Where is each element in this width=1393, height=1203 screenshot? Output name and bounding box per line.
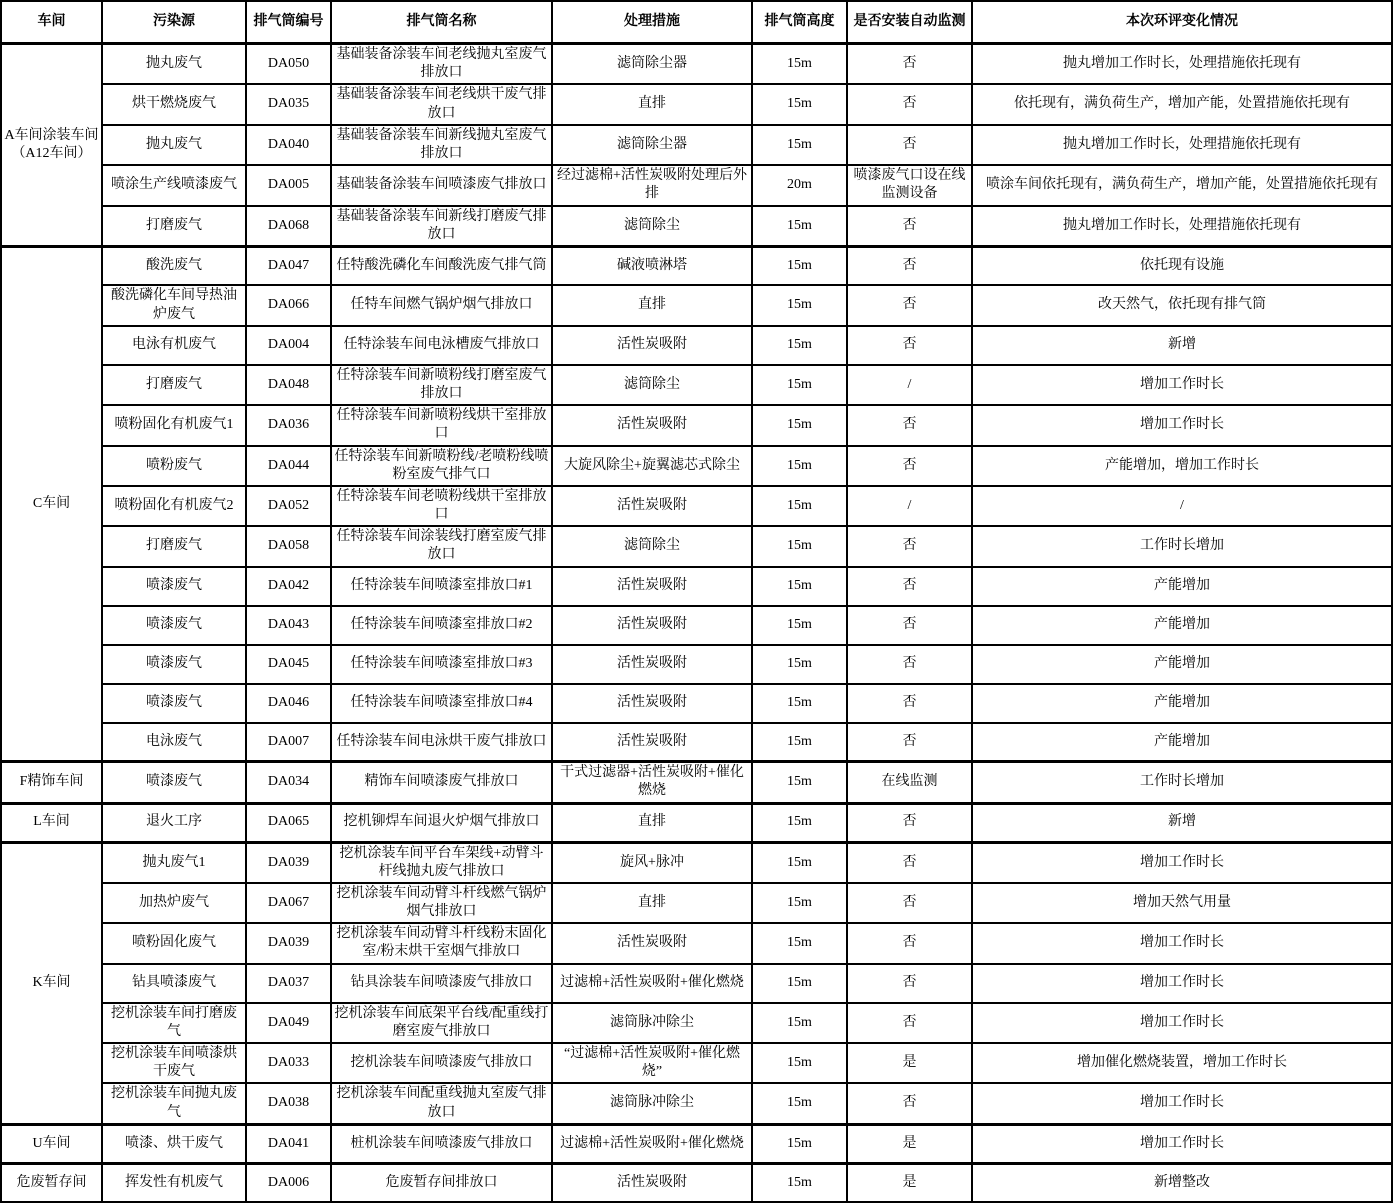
eia-change-cell: / xyxy=(972,486,1392,526)
pollution-source-cell: 挖机涂装车间打磨废气 xyxy=(102,1003,246,1043)
stack-name-cell: 挖机涂装车间底架平台线/配重线打磨室废气排放口 xyxy=(331,1003,552,1043)
stack-name-cell: 挖机涂装车间平台车架线+动臂斗杆线抛丸废气排放口 xyxy=(331,842,552,883)
pollution-source-cell: 挖机涂装车间抛丸废气 xyxy=(102,1083,246,1124)
stack-height-cell: 15m xyxy=(752,803,847,842)
treatment-cell: 直排 xyxy=(552,84,752,124)
stack-height-cell: 15m xyxy=(752,1083,847,1124)
table-row xyxy=(1,645,1392,684)
treatment-cell: 滤筒除尘器 xyxy=(552,125,752,165)
stack-id-cell: DA033 xyxy=(246,1043,331,1083)
stack-name-cell: 钻具涂装车间喷漆废气排放口 xyxy=(331,964,552,1003)
treatment-cell: 碱液喷淋塔 xyxy=(552,246,752,285)
stack-height-cell: 15m xyxy=(752,762,847,803)
table-row xyxy=(1,365,1392,405)
stack-name-cell: 精饰车间喷漆废气排放口 xyxy=(331,762,552,803)
col-source: 污染源 xyxy=(102,1,246,44)
eia-change-cell: 工作时长增加 xyxy=(972,526,1392,566)
treatment-cell: 活性炭吸附 xyxy=(552,405,752,445)
eia-change-cell: 增加工作时长 xyxy=(972,1003,1392,1043)
eia-change-cell: 产能增加 xyxy=(972,606,1392,645)
table-row xyxy=(1,285,1392,325)
monitoring-cell: / xyxy=(847,486,972,526)
eia-change-cell: 产能增加，增加工作时长 xyxy=(972,446,1392,486)
stack-name-cell: 任特涂装车间新喷粉线打磨室废气排放口 xyxy=(331,365,552,405)
stack-name-cell: 任特涂装车间喷漆室排放口#3 xyxy=(331,645,552,684)
stack-height-cell: 15m xyxy=(752,526,847,566)
treatment-cell: 直排 xyxy=(552,803,752,842)
treatment-cell: 滤筒除尘 xyxy=(552,206,752,247)
stack-height-cell: 15m xyxy=(752,723,847,762)
stack-id-cell: DA037 xyxy=(246,964,331,1003)
eia-change-cell: 喷涂车间依托现有，满负荷生产，增加产能，处置措施依托现有 xyxy=(972,165,1392,205)
table-row xyxy=(1,246,1392,285)
table-row xyxy=(1,1003,1392,1043)
treatment-cell: 过滤棉+活性炭吸附+催化燃烧 xyxy=(552,1124,752,1163)
stack-id-cell: DA039 xyxy=(246,923,331,963)
pollution-source-cell: 喷漆废气 xyxy=(102,567,246,606)
stack-height-cell: 15m xyxy=(752,285,847,325)
stack-id-cell: DA039 xyxy=(246,842,331,883)
pollution-source-cell: 抛丸废气1 xyxy=(102,842,246,883)
stack-height-cell: 15m xyxy=(752,326,847,365)
treatment-cell: 滤筒除尘器 xyxy=(552,44,752,85)
workshop-cell: U车间 xyxy=(1,1124,102,1163)
stack-name-cell: 任特车间燃气锅炉烟气排放口 xyxy=(331,285,552,325)
table-row xyxy=(1,1124,1392,1163)
stack-id-cell: DA066 xyxy=(246,285,331,325)
workshop-cell: L车间 xyxy=(1,803,102,842)
stack-id-cell: DA006 xyxy=(246,1163,331,1202)
stack-name-cell: 基础装备涂装车间老线烘干废气排放口 xyxy=(331,84,552,124)
stack-name-cell: 任特涂装车间电泳槽废气排放口 xyxy=(331,326,552,365)
table-row xyxy=(1,446,1392,486)
monitoring-cell: 否 xyxy=(847,923,972,963)
header-row xyxy=(1,1,1392,44)
treatment-cell: 活性炭吸附 xyxy=(552,486,752,526)
stack-name-cell: 任特涂装车间喷漆室排放口#4 xyxy=(331,684,552,723)
stack-name-cell: 任特涂装车间喷漆室排放口#1 xyxy=(331,567,552,606)
table-row xyxy=(1,1163,1392,1202)
table-row xyxy=(1,405,1392,445)
table-row xyxy=(1,44,1392,85)
stack-name-cell: 挖机涂装车间动臂斗杆线粉末固化室/粉末烘干室烟气排放口 xyxy=(331,923,552,963)
stack-height-cell: 15m xyxy=(752,365,847,405)
pollution-source-cell: 电泳废气 xyxy=(102,723,246,762)
eia-change-cell: 增加天然气用量 xyxy=(972,883,1392,923)
stack-height-cell: 15m xyxy=(752,964,847,1003)
pollution-source-cell: 抛丸废气 xyxy=(102,125,246,165)
stack-height-cell: 15m xyxy=(752,405,847,445)
stack-id-cell: DA007 xyxy=(246,723,331,762)
monitoring-cell: 否 xyxy=(847,206,972,247)
pollution-source-cell: 喷漆废气 xyxy=(102,645,246,684)
monitoring-cell: 是 xyxy=(847,1163,972,1202)
stack-name-cell: 任特涂装车间新喷粉线/老喷粉线喷粉室废气排气口 xyxy=(331,446,552,486)
stack-height-cell: 15m xyxy=(752,246,847,285)
table-row xyxy=(1,964,1392,1003)
pollution-source-cell: 打磨废气 xyxy=(102,526,246,566)
eia-change-cell: 改天然气，依托现有排气筒 xyxy=(972,285,1392,325)
table-row xyxy=(1,326,1392,365)
monitoring-cell: 否 xyxy=(847,606,972,645)
treatment-cell: 滤筒除尘 xyxy=(552,526,752,566)
stack-name-cell: 任特涂装车间电泳烘干废气排放口 xyxy=(331,723,552,762)
eia-change-cell: 增加工作时长 xyxy=(972,964,1392,1003)
workshop-cell: C车间 xyxy=(1,246,102,761)
eia-change-cell: 抛丸增加工作时长，处理措施依托现有 xyxy=(972,44,1392,85)
eia-change-cell: 依托现有，满负荷生产，增加产能，处置措施依托现有 xyxy=(972,84,1392,124)
stack-height-cell: 15m xyxy=(752,684,847,723)
table-row xyxy=(1,125,1392,165)
monitoring-cell: 否 xyxy=(847,567,972,606)
col-stack-height: 排气筒高度 xyxy=(752,1,847,44)
pollution-source-cell: 喷涂生产线喷漆废气 xyxy=(102,165,246,205)
pollution-source-cell: 喷粉废气 xyxy=(102,446,246,486)
stack-name-cell: 任特涂装车间涂装线打磨室废气排放口 xyxy=(331,526,552,566)
monitoring-cell: 否 xyxy=(847,84,972,124)
monitoring-cell: 否 xyxy=(847,1083,972,1124)
stack-height-cell: 15m xyxy=(752,645,847,684)
treatment-cell: 活性炭吸附 xyxy=(552,645,752,684)
stack-name-cell: 基础装备涂装车间新线打磨废气排放口 xyxy=(331,206,552,247)
eia-change-cell: 抛丸增加工作时长，处理措施依托现有 xyxy=(972,206,1392,247)
stack-id-cell: DA058 xyxy=(246,526,331,566)
eia-change-cell: 增加催化燃烧装置，增加工作时长 xyxy=(972,1043,1392,1083)
treatment-cell: 旋风+脉冲 xyxy=(552,842,752,883)
stack-id-cell: DA067 xyxy=(246,883,331,923)
table-row xyxy=(1,165,1392,205)
pollution-source-cell: 喷漆、烘干废气 xyxy=(102,1124,246,1163)
table-row xyxy=(1,1083,1392,1124)
stack-height-cell: 15m xyxy=(752,486,847,526)
monitoring-cell: 否 xyxy=(847,285,972,325)
stack-id-cell: DA043 xyxy=(246,606,331,645)
monitoring-cell: 否 xyxy=(847,326,972,365)
stack-name-cell: 任特涂装车间新喷粉线烘干室排放口 xyxy=(331,405,552,445)
pollution-source-cell: 喷粉固化有机废气1 xyxy=(102,405,246,445)
pollution-source-cell: 打磨废气 xyxy=(102,206,246,247)
table-row xyxy=(1,486,1392,526)
stack-height-cell: 15m xyxy=(752,606,847,645)
stack-height-cell: 15m xyxy=(752,842,847,883)
pollution-source-cell: 加热炉废气 xyxy=(102,883,246,923)
pollution-source-cell: 烘干燃烧废气 xyxy=(102,84,246,124)
monitoring-cell: 否 xyxy=(847,44,972,85)
monitoring-cell: 否 xyxy=(847,526,972,566)
pollution-source-cell: 喷粉固化有机废气2 xyxy=(102,486,246,526)
workshop-cell: K车间 xyxy=(1,842,102,1124)
stack-id-cell: DA046 xyxy=(246,684,331,723)
treatment-cell: 滤筒除尘 xyxy=(552,365,752,405)
col-eia-change: 本次环评变化情况 xyxy=(972,1,1392,44)
treatment-cell: 活性炭吸附 xyxy=(552,567,752,606)
stack-height-cell: 15m xyxy=(752,446,847,486)
eia-change-cell: 依托现有设施 xyxy=(972,246,1392,285)
stack-height-cell: 15m xyxy=(752,1124,847,1163)
monitoring-cell: 在线监测 xyxy=(847,762,972,803)
stack-name-cell: 桩机涂装车间喷漆废气排放口 xyxy=(331,1124,552,1163)
stack-height-cell: 15m xyxy=(752,923,847,963)
pollution-source-cell: 挖机涂装车间喷漆烘干废气 xyxy=(102,1043,246,1083)
pollution-source-cell: 喷漆废气 xyxy=(102,684,246,723)
stack-name-cell: 危废暂存间排放口 xyxy=(331,1163,552,1202)
pollution-source-cell: 酸洗磷化车间导热油炉废气 xyxy=(102,285,246,325)
table-row xyxy=(1,883,1392,923)
pollution-source-cell: 喷漆废气 xyxy=(102,606,246,645)
stack-id-cell: DA052 xyxy=(246,486,331,526)
stack-height-cell: 15m xyxy=(752,1003,847,1043)
table-row xyxy=(1,1043,1392,1083)
eia-change-cell: 产能增加 xyxy=(972,684,1392,723)
workshop-cell: A车间涂装车间（A12车间） xyxy=(1,44,102,247)
pollution-source-cell: 喷粉固化废气 xyxy=(102,923,246,963)
stack-id-cell: DA005 xyxy=(246,165,331,205)
monitoring-cell: 否 xyxy=(847,803,972,842)
stack-id-cell: DA035 xyxy=(246,84,331,124)
stack-name-cell: 基础装备涂装车间老线抛丸室废气排放口 xyxy=(331,44,552,85)
treatment-cell: 直排 xyxy=(552,285,752,325)
eia-change-cell: 工作时长增加 xyxy=(972,762,1392,803)
table-header xyxy=(1,1,1392,44)
monitoring-cell: 否 xyxy=(847,883,972,923)
pollution-source-cell: 电泳有机废气 xyxy=(102,326,246,365)
eia-change-cell: 产能增加 xyxy=(972,723,1392,762)
stack-height-cell: 15m xyxy=(752,125,847,165)
stack-name-cell: 基础装备涂装车间新线抛丸室废气排放口 xyxy=(331,125,552,165)
treatment-cell: 活性炭吸附 xyxy=(552,326,752,365)
stack-id-cell: DA065 xyxy=(246,803,331,842)
treatment-cell: 活性炭吸附 xyxy=(552,684,752,723)
table-row xyxy=(1,206,1392,247)
stack-height-cell: 15m xyxy=(752,206,847,247)
pollution-source-cell: 退火工序 xyxy=(102,803,246,842)
stack-name-cell: 任特涂装车间老喷粉线烘干室排放口 xyxy=(331,486,552,526)
eia-change-cell: 新增 xyxy=(972,326,1392,365)
eia-change-cell: 新增整改 xyxy=(972,1163,1392,1202)
stack-id-cell: DA044 xyxy=(246,446,331,486)
monitoring-cell: / xyxy=(847,365,972,405)
treatment-cell: “过滤棉+活性炭吸附+催化燃烧” xyxy=(552,1043,752,1083)
pollution-source-cell: 打磨废气 xyxy=(102,365,246,405)
eia-change-cell: 产能增加 xyxy=(972,567,1392,606)
stack-id-cell: DA040 xyxy=(246,125,331,165)
stack-id-cell: DA068 xyxy=(246,206,331,247)
table-row xyxy=(1,684,1392,723)
stack-id-cell: DA041 xyxy=(246,1124,331,1163)
monitoring-cell: 否 xyxy=(847,1003,972,1043)
stack-height-cell: 15m xyxy=(752,1043,847,1083)
eia-change-cell: 增加工作时长 xyxy=(972,1083,1392,1124)
treatment-cell: 活性炭吸附 xyxy=(552,923,752,963)
stack-id-cell: DA048 xyxy=(246,365,331,405)
stack-name-cell: 任特涂装车间喷漆室排放口#2 xyxy=(331,606,552,645)
treatment-cell: 滤筒脉冲除尘 xyxy=(552,1003,752,1043)
table-row xyxy=(1,762,1392,803)
table-row xyxy=(1,723,1392,762)
stack-height-cell: 15m xyxy=(752,1163,847,1202)
eia-change-cell: 产能增加 xyxy=(972,645,1392,684)
treatment-cell: 干式过滤器+活性炭吸附+催化燃烧 xyxy=(552,762,752,803)
table-row xyxy=(1,567,1392,606)
stack-height-cell: 15m xyxy=(752,883,847,923)
table-row xyxy=(1,606,1392,645)
col-treatment: 处理措施 xyxy=(552,1,752,44)
monitoring-cell: 否 xyxy=(847,723,972,762)
stack-id-cell: DA049 xyxy=(246,1003,331,1043)
stack-id-cell: DA034 xyxy=(246,762,331,803)
stack-id-cell: DA045 xyxy=(246,645,331,684)
pollution-source-cell: 挥发性有机废气 xyxy=(102,1163,246,1202)
treatment-cell: 大旋风除尘+旋翼滤芯式除尘 xyxy=(552,446,752,486)
stack-height-cell: 20m xyxy=(752,165,847,205)
treatment-cell: 直排 xyxy=(552,883,752,923)
monitoring-cell: 喷漆废气口设在线监测设备 xyxy=(847,165,972,205)
workshop-cell: 危废暂存间 xyxy=(1,1163,102,1202)
col-monitoring: 是否安装自动监测 xyxy=(847,1,972,44)
table-row xyxy=(1,803,1392,842)
stack-name-cell: 任特酸洗磷化车间酸洗废气排气筒 xyxy=(331,246,552,285)
table-row xyxy=(1,842,1392,883)
table-row xyxy=(1,84,1392,124)
stack-id-cell: DA050 xyxy=(246,44,331,85)
pollution-source-cell: 钻具喷漆废气 xyxy=(102,964,246,1003)
eia-change-cell: 新增 xyxy=(972,803,1392,842)
monitoring-cell: 否 xyxy=(847,125,972,165)
eia-change-cell: 增加工作时长 xyxy=(972,365,1392,405)
eia-change-cell: 增加工作时长 xyxy=(972,842,1392,883)
treatment-cell: 滤筒脉冲除尘 xyxy=(552,1083,752,1124)
eia-change-cell: 增加工作时长 xyxy=(972,923,1392,963)
monitoring-cell: 否 xyxy=(847,842,972,883)
workshop-cell: F精饰车间 xyxy=(1,762,102,803)
stack-name-cell: 挖机涂装车间喷漆废气排放口 xyxy=(331,1043,552,1083)
stack-name-cell: 基础装备涂装车间喷漆废气排放口 xyxy=(331,165,552,205)
stack-height-cell: 15m xyxy=(752,84,847,124)
eia-change-cell: 增加工作时长 xyxy=(972,1124,1392,1163)
monitoring-cell: 否 xyxy=(847,446,972,486)
col-stack-name: 排气筒名称 xyxy=(331,1,552,44)
col-stack-id: 排气筒编号 xyxy=(246,1,331,44)
stack-height-cell: 15m xyxy=(752,567,847,606)
stack-name-cell: 挖机铆焊车间退火炉烟气排放口 xyxy=(331,803,552,842)
stack-id-cell: DA036 xyxy=(246,405,331,445)
monitoring-cell: 是 xyxy=(847,1124,972,1163)
treatment-cell: 经过滤棉+活性炭吸附处理后外排 xyxy=(552,165,752,205)
monitoring-cell: 否 xyxy=(847,964,972,1003)
treatment-cell: 活性炭吸附 xyxy=(552,1163,752,1202)
stack-id-cell: DA038 xyxy=(246,1083,331,1124)
eia-change-cell: 增加工作时长 xyxy=(972,405,1392,445)
monitoring-cell: 否 xyxy=(847,684,972,723)
monitoring-cell: 否 xyxy=(847,246,972,285)
table-row xyxy=(1,526,1392,566)
stack-name-cell: 挖机涂装车间动臂斗杆线燃气锅炉烟气排放口 xyxy=(331,883,552,923)
stack-id-cell: DA004 xyxy=(246,326,331,365)
monitoring-cell: 否 xyxy=(847,405,972,445)
treatment-cell: 过滤棉+活性炭吸附+催化燃烧 xyxy=(552,964,752,1003)
stack-id-cell: DA047 xyxy=(246,246,331,285)
eia-change-cell: 抛丸增加工作时长，处理措施依托现有 xyxy=(972,125,1392,165)
treatment-cell: 活性炭吸附 xyxy=(552,606,752,645)
treatment-cell: 活性炭吸附 xyxy=(552,723,752,762)
stack-id-cell: DA042 xyxy=(246,567,331,606)
pollution-source-cell: 喷漆废气 xyxy=(102,762,246,803)
pollution-source-cell: 酸洗废气 xyxy=(102,246,246,285)
pollution-source-cell: 抛丸废气 xyxy=(102,44,246,85)
monitoring-cell: 是 xyxy=(847,1043,972,1083)
stack-height-cell: 15m xyxy=(752,44,847,85)
col-workshop: 车间 xyxy=(1,1,102,44)
table-row xyxy=(1,923,1392,963)
table-body xyxy=(1,44,1392,1203)
stack-name-cell: 挖机涂装车间配重线抛丸室废气排放口 xyxy=(331,1083,552,1124)
monitoring-cell: 否 xyxy=(847,645,972,684)
